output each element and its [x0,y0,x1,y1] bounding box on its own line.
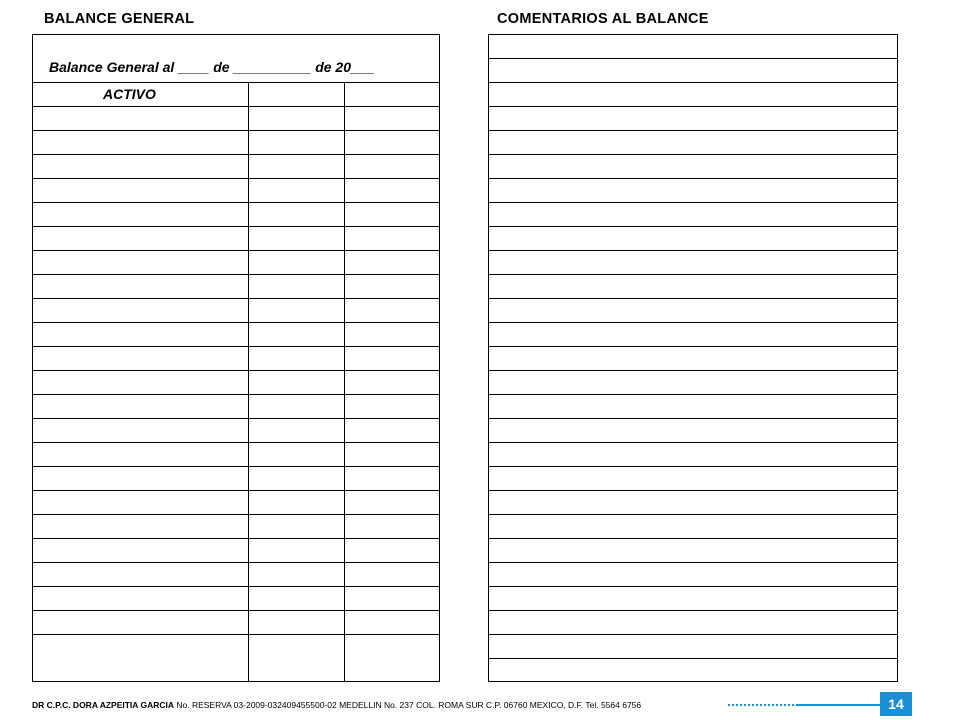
balance-row [33,587,439,611]
comment-line [489,323,897,347]
comment-line [489,275,897,299]
comment-line [489,611,897,635]
comment-line [489,347,897,371]
comment-line [489,203,897,227]
comment-line [489,635,897,659]
footer-details: No. RESERVA 03-2009-032409455500-02 MEDELLIN No. 237 COL. ROMA SUR C.P. 06760 MEXICO, D.F. Tel. 5564 6756 [174,700,642,710]
balance-row [33,203,439,227]
comment-line [489,563,897,587]
comment-line [489,155,897,179]
balance-row [33,419,439,443]
comment-line [489,371,897,395]
balance-row [33,299,439,323]
balance-row [33,107,439,131]
balance-row [33,539,439,563]
page-number: 14 [880,692,912,716]
balance-title-row [33,35,439,83]
comment-line [489,491,897,515]
balance-row [33,83,439,107]
balance-row [33,179,439,203]
balance-row [33,251,439,275]
footer-credits [32,700,641,710]
balance-sheet-table [32,34,440,682]
comment-line [489,131,897,155]
comment-line [489,59,897,83]
balance-row [33,491,439,515]
comment-line [489,395,897,419]
comment-line [489,299,897,323]
balance-row [33,635,439,659]
comment-line [489,515,897,539]
comment-line [489,539,897,563]
comment-line [489,227,897,251]
balance-row [33,515,439,539]
comment-line [489,587,897,611]
footer-rule [798,704,880,706]
footer-author: DR C.P.C. DORA AZPEITIA GARCIA [32,700,174,710]
comentarios-heading: COMENTARIOS AL BALANCE [497,11,709,27]
balance-row [33,227,439,251]
column-divider [344,83,345,681]
comment-line [489,35,897,59]
balance-row [33,323,439,347]
balance-row [33,347,439,371]
balance-row [33,563,439,587]
balance-row [33,155,439,179]
footer-dotted-line [728,704,798,706]
balance-row [33,467,439,491]
balance-row [33,131,439,155]
balance-row [33,443,439,467]
comment-line [489,107,897,131]
activo-label: ACTIVO [103,86,156,102]
comment-line [489,179,897,203]
comment-line [489,83,897,107]
balance-row [33,611,439,635]
comment-line [489,659,897,683]
balance-row [33,395,439,419]
column-divider [248,83,249,681]
comments-table [488,34,898,682]
comment-line [489,443,897,467]
balance-title: Balance General al ____ de __________ de 20___ [49,59,375,75]
balance-row [33,371,439,395]
comment-line [489,419,897,443]
balance-row [33,275,439,299]
comment-line [489,467,897,491]
comment-line [489,251,897,275]
balance-general-heading: BALANCE GENERAL [44,11,195,27]
